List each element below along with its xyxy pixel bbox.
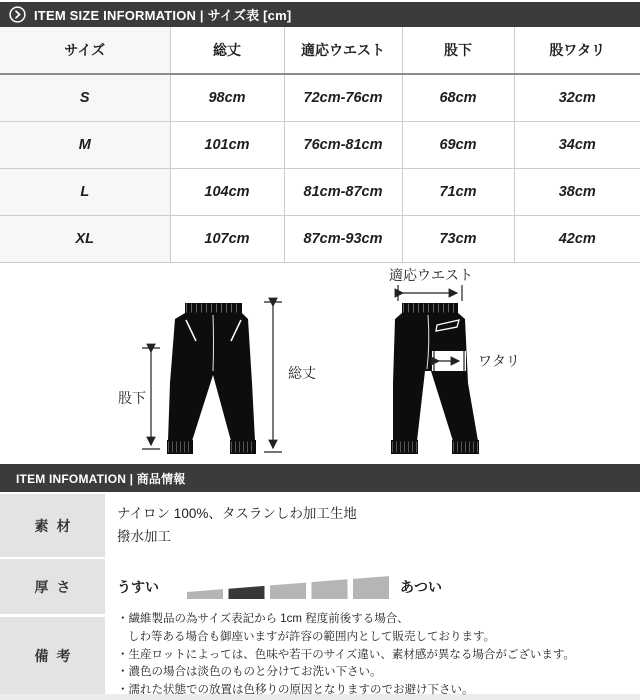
note-line: ・繊維製品の為サイズ表記から 1cm 程度前後する場合、 bbox=[117, 612, 409, 625]
thigh-label: ワタリ bbox=[478, 353, 520, 369]
total-length-label: 総丈 bbox=[288, 365, 316, 381]
size-cell: S bbox=[0, 74, 170, 122]
value-cell: 73cm bbox=[402, 216, 514, 263]
value-cell: 104cm bbox=[170, 169, 284, 216]
size-row-m bbox=[0, 122, 640, 169]
thickness-max-label: あつい bbox=[400, 578, 442, 595]
thickness-row bbox=[0, 559, 640, 614]
col-header-thigh: 股ワタリ bbox=[514, 27, 640, 74]
waist-arrow bbox=[398, 285, 462, 301]
thickness-bar bbox=[270, 582, 306, 598]
value-cell: 81cm-87cm bbox=[284, 169, 402, 216]
size-row-s bbox=[0, 74, 640, 122]
thickness-bar bbox=[353, 576, 389, 599]
material-content bbox=[105, 494, 640, 557]
size-cell: XL bbox=[0, 216, 170, 263]
size-row-xl bbox=[0, 216, 640, 263]
pants-front-illustration bbox=[167, 303, 256, 454]
col-header-waist: 適応ウエスト bbox=[284, 27, 402, 74]
size-section-header-bar bbox=[0, 2, 640, 27]
note-line: しわ等ある場合も御座いますが許容の範囲内として販売しております。 bbox=[128, 630, 496, 643]
info-section-header-bar bbox=[0, 464, 640, 492]
material-row bbox=[0, 494, 640, 557]
thickness-bar bbox=[312, 579, 348, 599]
col-header-size: サイズ bbox=[0, 27, 170, 74]
size-cell: L bbox=[0, 169, 170, 216]
thickness-min-label: うすい bbox=[117, 578, 159, 595]
material-line: 撥水加工 bbox=[117, 528, 171, 544]
notes-label: 備考 bbox=[0, 617, 105, 694]
value-cell: 72cm-76cm bbox=[284, 74, 402, 122]
value-cell: 107cm bbox=[170, 216, 284, 263]
value-cell: 68cm bbox=[402, 74, 514, 122]
value-cell: 32cm bbox=[514, 74, 640, 122]
material-label: 素材 bbox=[0, 494, 105, 557]
pants-back-illustration bbox=[391, 303, 479, 454]
total-length-arrow bbox=[264, 302, 282, 452]
value-cell: 71cm bbox=[402, 169, 514, 216]
value-cell: 69cm bbox=[402, 122, 514, 169]
note-line: ・濃色の場合は淡色のものと分けてお洗い下さい。 bbox=[117, 666, 382, 679]
size-row-l bbox=[0, 169, 640, 216]
col-header-inseam: 股下 bbox=[402, 27, 514, 74]
value-cell: 87cm-93cm bbox=[284, 216, 402, 263]
note-line: ・生産ロットによっては、色味や若干のサイズ違い、素材感が異なる場合がございます。 bbox=[117, 648, 575, 661]
size-section-title: ITEM SIZE INFORMATION | サイズ表 [cm] bbox=[34, 8, 292, 23]
thickness-bar bbox=[229, 585, 265, 598]
value-cell: 38cm bbox=[514, 169, 640, 216]
thickness-bar bbox=[187, 589, 223, 599]
value-cell: 34cm bbox=[514, 122, 640, 169]
waist-label: 適応ウエスト bbox=[389, 267, 473, 283]
size-table-header-row bbox=[0, 27, 640, 74]
material-line: ナイロン 100%、タスランしわ加工生地 bbox=[117, 505, 357, 521]
value-cell: 42cm bbox=[514, 216, 640, 263]
notes-row bbox=[0, 612, 640, 697]
size-cell: M bbox=[0, 122, 170, 169]
col-header-total-length: 総丈 bbox=[170, 27, 284, 74]
value-cell: 98cm bbox=[170, 74, 284, 122]
notes-content bbox=[105, 612, 640, 697]
pants-diagram-svg bbox=[0, 263, 640, 464]
info-section-title: ITEM INFOMATION | 商品情報 bbox=[16, 471, 186, 486]
thickness-scale bbox=[187, 575, 389, 599]
chevron-right-circle-icon bbox=[9, 6, 26, 23]
measurement-diagram bbox=[0, 263, 640, 464]
value-cell: 76cm-81cm bbox=[284, 122, 402, 169]
inseam-label: 股下 bbox=[118, 390, 146, 406]
note-line: ・濡れた状態での放置は色移りの原因となりますのでお避け下さい。 bbox=[117, 684, 474, 697]
thigh-arrow bbox=[432, 351, 466, 371]
thickness-label: 厚さ bbox=[0, 559, 105, 614]
size-table bbox=[0, 27, 640, 263]
thickness-content bbox=[105, 559, 640, 614]
value-cell: 101cm bbox=[170, 122, 284, 169]
